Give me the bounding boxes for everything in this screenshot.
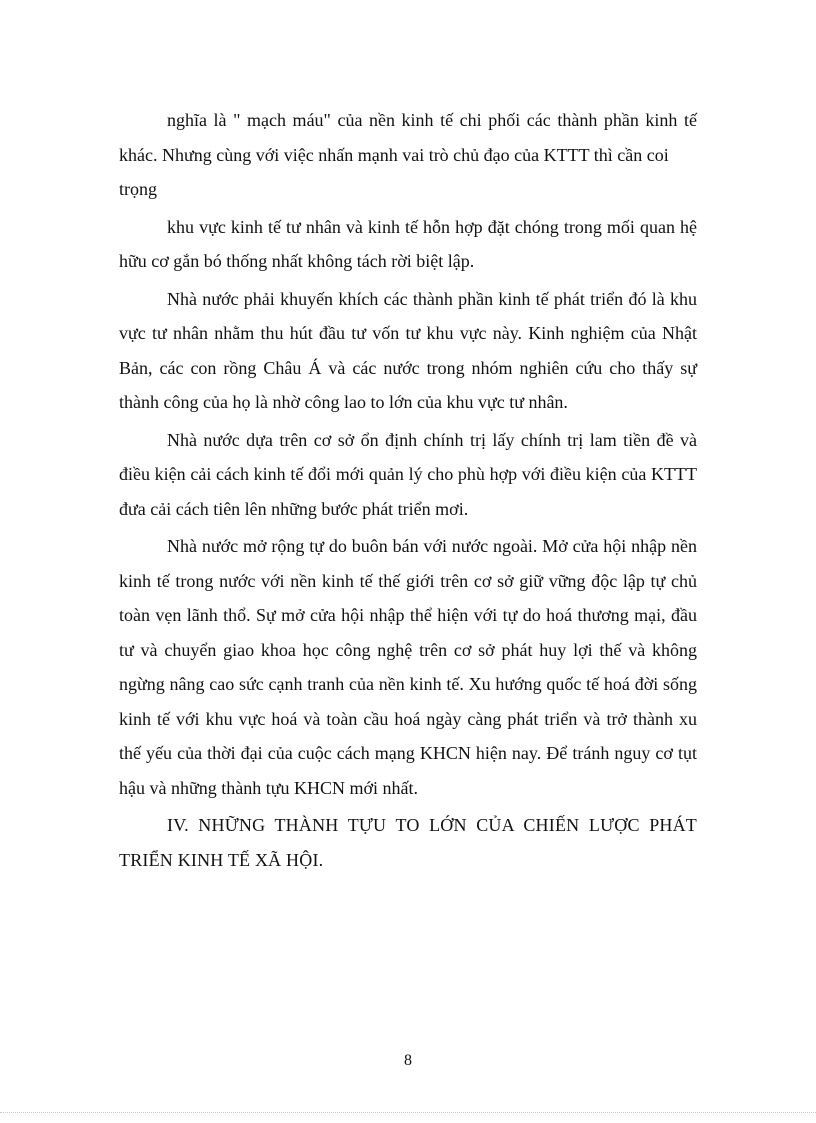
paragraph-4: Nhà nước dựa trên cơ sở ổn định chính trị lấy chính trị lam tiền đề và điều kiện cải cách kinh tế đổi mới quản lý cho phù hợp với điều kiện của KTTT đưa cải cách tiên lên những bước phát triển mơi. bbox=[119, 429, 697, 519]
page-number: 8 bbox=[404, 1052, 412, 1069]
section-heading: IV. NHỮNG THÀNH TỰU TO LỚN CỦA CHIẾN LƯỢC PHÁT TRIỂN KINH TẾ XÃ HỘI. bbox=[119, 815, 697, 870]
paragraph-3: Nhà nước phải khuyến khích các thành phần kinh tế phát triển đó là khu vực tư nhân nhằm thu hút đầu tư vốn tư khu vực này. Kinh nghiệm của Nhật Bản, các con rồng Châu Á và các nước trong nhóm nghiên cứu cho thấy sự thành công của họ là nhờ công lao to lớn của khu vực tư nhân. bbox=[119, 288, 697, 412]
paragraph-2: khu vực kinh tế tư nhân và kinh tế hỗn hợp đặt chóng trong mối quan hệ hữu cơ gắn bó thống nhất không tách rời biệt lập. bbox=[119, 216, 697, 271]
footer-divider bbox=[0, 1112, 816, 1113]
paragraph-1-continuation: trọng bbox=[119, 179, 157, 199]
paragraph-5: Nhà nước mở rộng tự do buôn bán với nước ngoài. Mở cửa hội nhập nền kinh tế trong nước với nền kinh tế thế giới trên cơ sở giữ vững độc lập tự chủ toàn vẹn lãnh thổ. Sự mở cửa hội nhập thể hiện với tự do hoá thương mại, đầu tư và chuyển giao khoa học công nghệ trên cơ sở phát huy lợi thế và không ngừng nâng cao sức cạnh tranh của nền kinh tế. Xu hướng quốc tế hoá đời sống kinh tế với khu vực hoá và toàn cầu hoá ngày càng phát triển và trở thành xu thế yếu của thời đại của cuộc cách mạng KHCN hiện nay. Để tránh nguy cơ tụt hậu và những thành tựu KHCN mới nhất. bbox=[119, 536, 697, 798]
body-text bbox=[119, 103, 697, 877]
paragraph-1: nghĩa là " mạch máu" của nền kinh tế chi phối các thành phần kinh tế khác. Nhưng cùng với việc nhấn mạnh vai trò chủ đạo của KTTT thì cần coi bbox=[119, 110, 697, 165]
